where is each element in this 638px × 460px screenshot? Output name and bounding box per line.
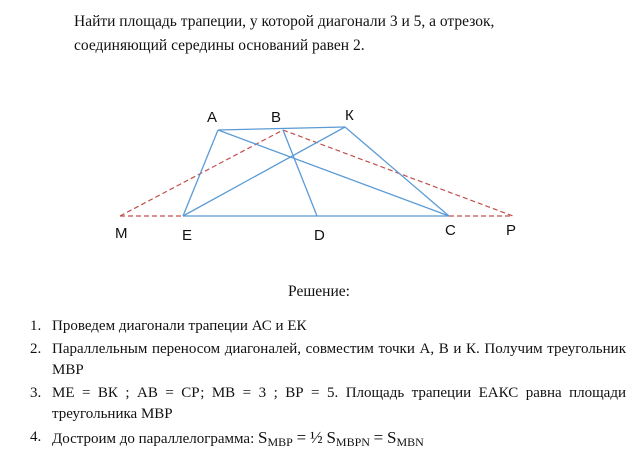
- step-text: [52, 427, 626, 450]
- formula-subscript: MBP: [267, 435, 293, 449]
- solution-steps: [30, 316, 626, 452]
- formula-s: S: [326, 428, 336, 447]
- step-text: Проведем диагонали трапеции АС и ЕК: [52, 318, 307, 334]
- step-number: 2.: [30, 341, 42, 357]
- point-label-a: A: [207, 109, 218, 126]
- formula-half: ½: [309, 428, 323, 447]
- step-number: 3.: [30, 385, 42, 401]
- side-kc: [345, 127, 449, 216]
- solution-title: Решение:: [288, 283, 350, 300]
- solution-step-1: [30, 316, 626, 337]
- solution-step-3: [30, 383, 626, 425]
- point-label-k: К: [345, 107, 354, 124]
- point-label-d: D: [314, 227, 325, 244]
- point-label-b: B: [271, 109, 282, 126]
- segment-bd: [283, 130, 317, 216]
- step-text: МЕ = ВК ; АВ = СР; МВ = 3 ; ВР = 5. Площадь трапеции ЕАКС равна площади треугольника МВР: [52, 385, 626, 422]
- solution-step-4: [30, 427, 626, 450]
- segment-mb: [120, 130, 283, 216]
- step-number: 4.: [30, 429, 42, 445]
- area-formula: [258, 428, 424, 449]
- formula-s: S: [258, 428, 268, 447]
- point-label-p: P: [506, 222, 517, 239]
- problem-line-1: Найти площадь трапеции, у которой диагонали 3 и 5, а отрезок,: [74, 13, 495, 30]
- formula-subscript: MBPN: [335, 435, 370, 449]
- side-ae: [183, 130, 218, 216]
- point-label-e: E: [182, 227, 193, 244]
- point-label-c: C: [445, 222, 456, 239]
- step-text: Параллельным переносом диагоналей, совместим точки А, В и К. Получим треугольник МВР: [52, 341, 626, 378]
- formula-equals: =: [373, 428, 384, 447]
- side-ak: [218, 127, 345, 130]
- problem-line-2: соединяющий середины оснований равен 2.: [74, 37, 365, 54]
- formula-s: S: [387, 428, 397, 447]
- formula-subscript: MBN: [396, 435, 424, 449]
- step-text-prefix: Достроим до параллелограмма:: [52, 431, 255, 447]
- step-number: 1.: [30, 318, 42, 334]
- formula-equals: =: [296, 428, 307, 447]
- solution-step-2: [30, 339, 626, 381]
- point-label-m: M: [115, 225, 128, 242]
- diagonal-ac: [218, 130, 449, 216]
- trapezoid: [183, 127, 449, 216]
